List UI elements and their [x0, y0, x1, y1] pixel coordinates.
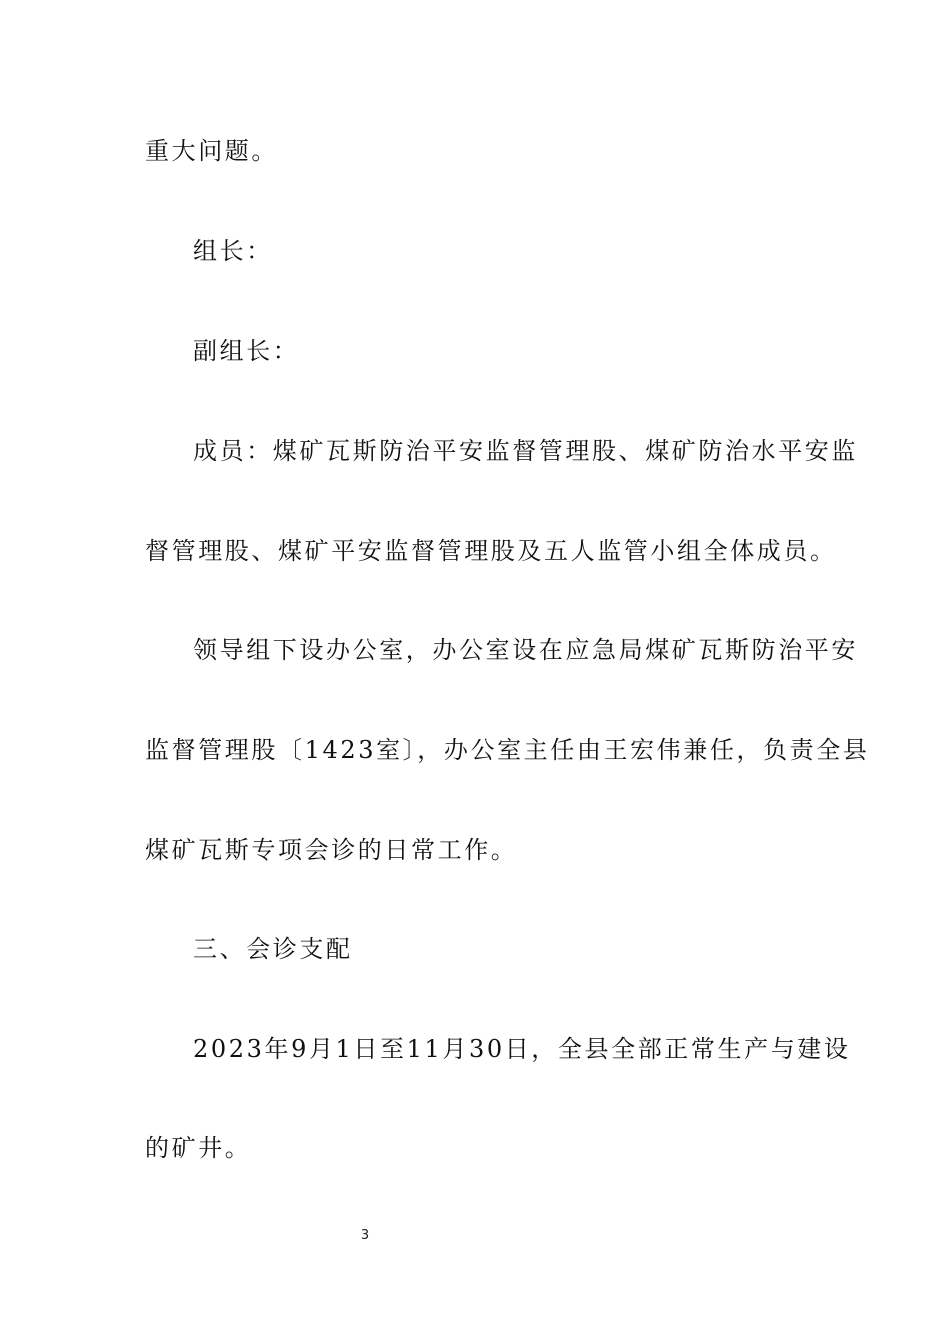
paragraph-text: 副组长：: [193, 337, 300, 365]
paragraph-text: 重大问题。: [145, 137, 278, 165]
paragraph-text: 煤矿瓦斯专项会诊的日常工作。: [145, 836, 518, 864]
section-heading: [0, 934, 950, 964]
paragraph-text: 的矿井。: [145, 1134, 252, 1162]
text-line-continuation: [0, 136, 950, 166]
text-line-group-leader: [0, 236, 950, 266]
paragraph-text: 领导组下设办公室，办公室设在应急局煤矿瓦斯防治平安: [193, 636, 858, 664]
paragraph-text: 督管理股、煤矿平安监督管理股及五人监管小组全体成员。: [145, 537, 837, 565]
text-line-office-end: [0, 835, 950, 865]
text-line-office: [0, 635, 950, 665]
heading-text: 三、会诊支配: [193, 935, 353, 963]
paragraph-text: 2023年9月1日至11月30日，全县全部正常生产与建设: [193, 1035, 851, 1063]
paragraph-text: 组长：: [193, 237, 273, 265]
page-number: 3: [360, 1228, 370, 1243]
text-line-schedule-cont: [0, 1133, 950, 1163]
text-line-members-cont: [0, 536, 950, 566]
paragraph-text: 成员：煤矿瓦斯防治平安监督管理股、煤矿防治水平安监: [193, 437, 858, 465]
text-line-deputy-leader: [0, 336, 950, 366]
text-line-schedule: [0, 1034, 950, 1064]
paragraph-text: 监督管理股〔1423室〕，办公室主任由王宏伟兼任，负责全县: [145, 736, 870, 764]
text-line-members: [0, 436, 950, 466]
text-line-office-cont: [0, 735, 950, 765]
